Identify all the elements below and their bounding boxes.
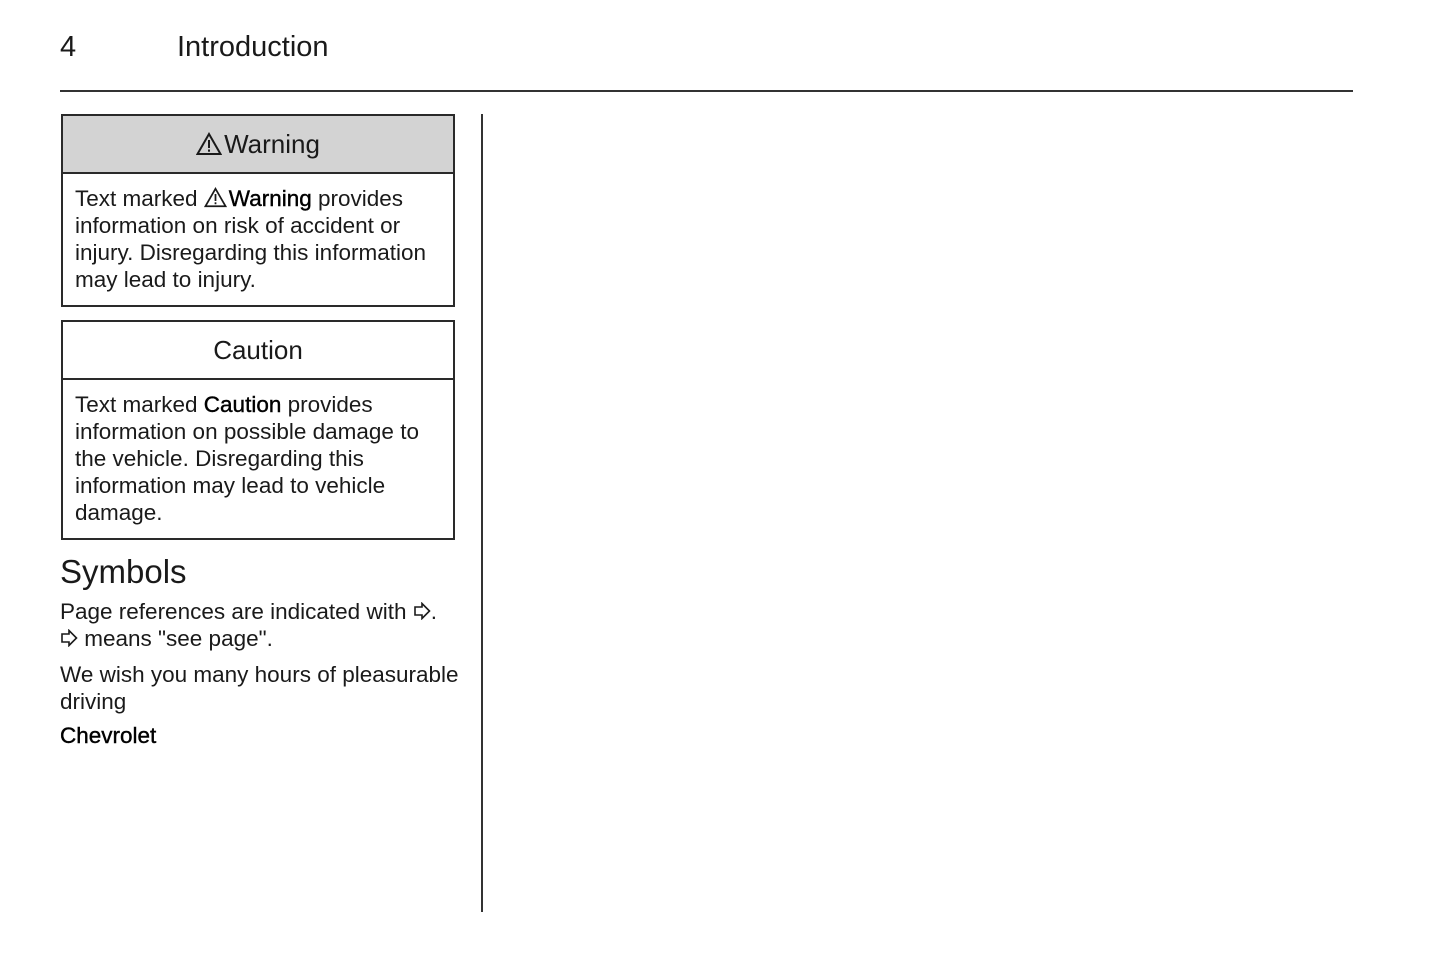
warning-triangle-icon: [204, 187, 227, 208]
warning-heading-text: Warning: [224, 128, 320, 159]
symbols-line2-text: means "see page".: [78, 626, 273, 651]
column-divider: [481, 114, 483, 912]
caution-box-body: [63, 380, 453, 538]
warning-body-prefix: Text marked: [75, 186, 204, 211]
symbols-paragraph: [60, 598, 465, 652]
caution-body-prefix: Text marked: [75, 392, 204, 417]
page-number: 4: [60, 31, 77, 63]
page-title: Introduction: [177, 31, 329, 63]
caution-body-suffix: provides information on possible damage to the vehicle. Disregarding this information may lead to vehicle damage.: [75, 392, 419, 525]
header-rule: [60, 90, 1353, 92]
warning-body-suffix: provides information on risk of accident or injury. Disregarding this information may lead to injury.: [75, 186, 426, 292]
warning-box: [61, 114, 455, 307]
warning-triangle-icon: [196, 132, 222, 156]
caution-body-keyword: Caution: [203, 392, 282, 417]
warning-box-heading: [63, 116, 453, 174]
warning-body-keyword: Warning: [228, 186, 312, 211]
wish-paragraph: We wish you many hours of pleasurable driving: [60, 662, 459, 714]
symbols-line1-end: .: [430, 599, 437, 624]
symbols-line1-text: Page references are indicated with: [60, 599, 413, 624]
caution-box: [61, 320, 455, 540]
caution-heading-text: Caution: [213, 334, 303, 365]
symbols-heading: Symbols: [60, 553, 187, 590]
signature: Chevrolet: [60, 723, 157, 748]
page-reference-arrow-icon: [60, 629, 78, 647]
caution-box-heading: [63, 322, 453, 380]
page-reference-arrow-icon: [413, 602, 431, 620]
warning-box-body: [63, 174, 453, 305]
